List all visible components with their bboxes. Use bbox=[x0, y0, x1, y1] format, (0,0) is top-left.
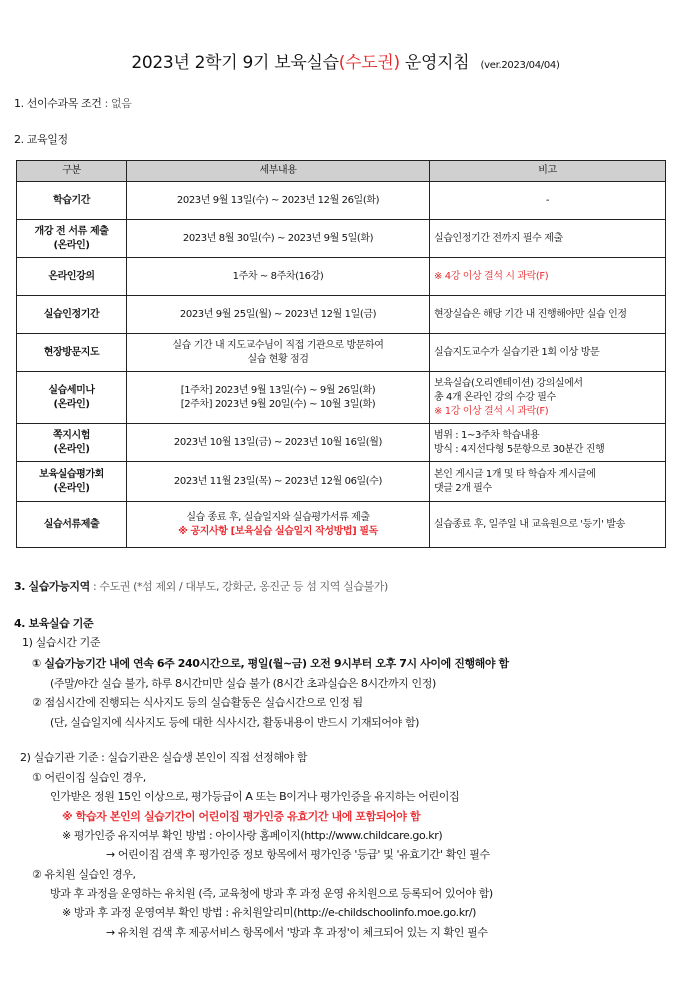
kindergarten-condition: 방과 후 과정을 운영하는 유치원 (즉, 교육청에 방과 후 과정 운영 유치원으로 등록되어 있어야 함) bbox=[50, 887, 493, 900]
hours-rule-2: ② 점심시간에 진행되는 식사지도 등의 실습활동은 실습시간으로 인정 됨 bbox=[32, 696, 363, 709]
table-row bbox=[17, 502, 666, 548]
table-row bbox=[17, 372, 666, 424]
daycare-case: ① 어린이집 실습인 경우, bbox=[32, 771, 146, 784]
note-warning: ※ 1강 이상 결석 시 과락(F) bbox=[434, 405, 549, 417]
hours-rule-1-note: (주말/야간 실습 불가, 하루 8시간미만 실습 불가 (8시간 초과실습은 8시간까지 인정) bbox=[50, 677, 436, 690]
detail-warning: ※ 공지사항 [보육실습 실습일지 작성방법] 필독 bbox=[178, 525, 378, 537]
row-note: 실습인정기간 전까지 필수 제출 bbox=[430, 220, 666, 258]
row-detail: 실습 기간 내 지도교수님이 직접 기관으로 방문하여 실습 현황 점검 bbox=[127, 334, 430, 372]
row-category: 학습기간 bbox=[17, 182, 127, 220]
subsection-hours: 1) 실습시간 기준 bbox=[22, 636, 101, 649]
section-value: : 수도권 (*섬 제외 / 대부도, 강화군, 옹진군 등 섬 지역 실습불가) bbox=[92, 580, 388, 593]
row-detail: 2023년 9월 13일(수) ~ 2023년 12월 26일(화) bbox=[127, 182, 430, 220]
document-title bbox=[0, 48, 691, 73]
section-heading: 2. 교육일정 bbox=[14, 133, 68, 146]
row-note: 범위 : 1~3주차 학습내용 방식 : 4지선다형 5문항으로 30분간 진행 bbox=[430, 424, 666, 462]
section-prerequisite bbox=[14, 95, 131, 111]
daycare-condition: 인가받은 정원 15인 이상으로, 평가등급이 A 또는 B이거나 평가인증을 유지하는 어린이집 bbox=[50, 790, 460, 803]
row-category: 개강 전 서류 제출 (온라인) bbox=[17, 220, 127, 258]
table-row bbox=[17, 296, 666, 334]
kindergarten-case: ② 유치원 실습인 경우, bbox=[32, 868, 136, 881]
row-note: 실습지도교수가 실습기관 1회 이상 방문 bbox=[430, 334, 666, 372]
table-header-row bbox=[17, 161, 666, 182]
row-detail: 실습 종료 후, 실습일지와 실습평가서류 제출 ※ 공지사항 [보육실습 실습일지 작성방법] 필독 bbox=[127, 502, 430, 548]
row-category: 쪽지시험 (온라인) bbox=[17, 424, 127, 462]
column-header: 세부내용 bbox=[127, 161, 430, 182]
row-category: 온라인강의 bbox=[17, 258, 127, 296]
row-detail: [1주차] 2023년 9월 13일(수) ~ 9월 26일(화) [2주차] 2023년 9월 20일(수) ~ 10월 3일(화) bbox=[127, 372, 430, 424]
row-category: 실습인정기간 bbox=[17, 296, 127, 334]
row-category: 보육실습평가회 (온라인) bbox=[17, 462, 127, 502]
daycare-check-method: ※ 평가인증 유지여부 확인 방법 : 아이사랑 홈페이지(http://www.childcare.go.kr) bbox=[62, 829, 443, 842]
schedule-table bbox=[16, 160, 666, 548]
title-region: (수도권) bbox=[338, 53, 400, 73]
daycare-check-step: → 어린이집 검색 후 평가인증 정보 항목에서 평가인증 '등급' 및 '유효기간' 확인 필수 bbox=[106, 848, 490, 861]
kindergarten-check-method: ※ 방과 후 과정 운영여부 확인 방법 : 유치원알리미(http://e-childschoolinfo.moe.go.kr/) bbox=[62, 906, 477, 919]
column-header: 비고 bbox=[430, 161, 666, 182]
daycare-warning: ※ 학습자 본인의 실습기간이 어린이집 평가인증 유효기간 내에 포함되어야 함 bbox=[62, 810, 421, 823]
table-row bbox=[17, 182, 666, 220]
kindergarten-check-step: → 유치원 검색 후 제공서비스 항목에서 '방과 후 과정'이 체크되어 있는 지 확인 필수 bbox=[106, 926, 488, 939]
row-note: - bbox=[430, 182, 666, 220]
row-detail: 1주차 ~ 8주차(16강) bbox=[127, 258, 430, 296]
row-note: 실습종료 후, 일주일 내 교육원으로 '등기' 발송 bbox=[430, 502, 666, 548]
row-detail: 2023년 8월 30일(수) ~ 2023년 9월 5일(화) bbox=[127, 220, 430, 258]
row-detail: 2023년 11월 23일(목) ~ 2023년 12월 06일(수) bbox=[127, 462, 430, 502]
title-suffix: 운영지침 bbox=[404, 53, 470, 73]
table-row bbox=[17, 462, 666, 502]
row-category: 현장방문지도 bbox=[17, 334, 127, 372]
hours-rule-1: ① 실습가능기간 내에 연속 6주 240시간으로, 평일(월~금) 오전 9시부터 오후 7시 사이에 진행해야 함 bbox=[32, 657, 509, 670]
title-text: 2023년 2학기 9기 보육실습 bbox=[131, 53, 339, 73]
section-heading: 3. 실습가능지역 bbox=[14, 580, 90, 593]
table-row bbox=[17, 258, 666, 296]
row-detail: 2023년 9월 25일(월) ~ 2023년 12월 1일(금) bbox=[127, 296, 430, 334]
section-value: : 없음 bbox=[104, 97, 132, 110]
title-version: (ver.2023/04/04) bbox=[480, 60, 560, 71]
row-note: 현장실습은 해당 기간 내 진행해야만 실습 인정 bbox=[430, 296, 666, 334]
row-note-warning: ※ 4강 이상 결석 시 과락(F) bbox=[430, 258, 666, 296]
table-row bbox=[17, 220, 666, 258]
row-note: 본인 게시글 1개 및 타 학습자 게시글에 댓글 2개 필수 bbox=[430, 462, 666, 502]
row-note: 보육실습(오리엔테이션) 강의실에서 총 4개 온라인 강의 수강 필수 ※ 1강 이상 결석 시 과락(F) bbox=[430, 372, 666, 424]
section-standards-heading: 4. 보육실습 기준 bbox=[14, 617, 94, 630]
row-category: 실습서류제출 bbox=[17, 502, 127, 548]
table-row bbox=[17, 334, 666, 372]
row-detail: 2023년 10월 13일(금) ~ 2023년 10월 16일(월) bbox=[127, 424, 430, 462]
hours-rule-2-note: (단, 실습일지에 식사지도 등에 대한 식사시간, 활동내용이 반드시 기재되어야 함) bbox=[50, 716, 420, 729]
subsection-institution: 2) 실습기관 기준 : 실습기관은 실습생 본인이 직접 선정해야 함 bbox=[20, 751, 308, 764]
section-schedule-heading bbox=[14, 131, 68, 147]
row-category: 실습세미나 (온라인) bbox=[17, 372, 127, 424]
table-row bbox=[17, 424, 666, 462]
section-region bbox=[14, 578, 388, 594]
column-header: 구분 bbox=[17, 161, 127, 182]
section-heading: 1. 선이수과목 조건 bbox=[14, 97, 102, 110]
